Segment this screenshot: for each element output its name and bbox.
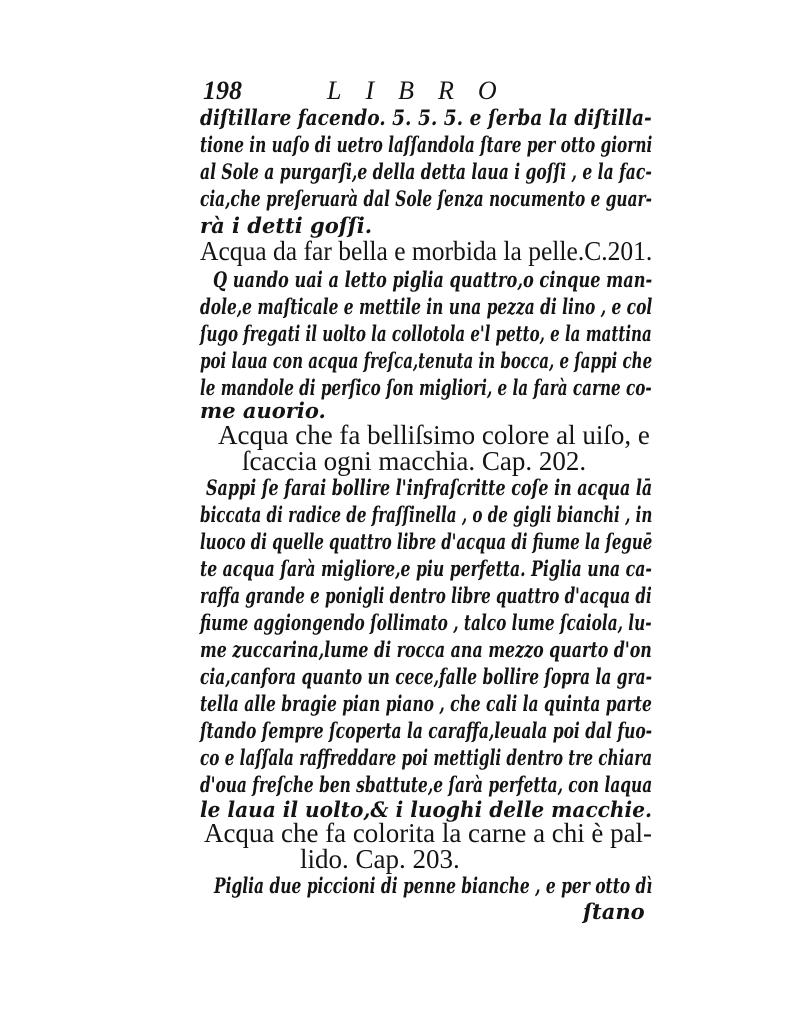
text-line: ſtando ſempre ſcoperta la caraffa,leuala poi dal fuo- <box>200 718 653 743</box>
text-line: cia,che preſeruarà dal Sole ſenza nocumento e guar- <box>200 186 652 211</box>
chapter-title: Acqua che fa colorita la carne a chi è pal- <box>204 818 652 848</box>
text-line: Sappi ſe farai bollire l'infraſcritte coſe in acqua lā <box>206 475 653 500</box>
text-line: me zuccarina,lume di rocca ana mezzo quarto d'on <box>200 637 652 662</box>
text-line: tione in uaſo di uetro laſſandola ſtare per otto giorni <box>200 132 653 157</box>
text-line: dole,e maſticale e mettile in una pezza di lino , e col <box>200 294 653 319</box>
text-line: raffa grande e ponigli dentro libre quattro d'acqua di <box>200 583 652 608</box>
folio-number: 198 <box>203 76 242 105</box>
chapter-title: Acqua da far bella e morbida la pelle.C.201. <box>200 236 653 266</box>
text-line: co e laſſala raffreddare poi mettigli dentro tre chiara <box>200 745 653 770</box>
text-line: d'oua freſche ben sbattute,e ſarà perfetta, con laqua <box>200 772 653 797</box>
catchword: ſtano <box>583 899 645 924</box>
running-head: LIBRO <box>327 76 521 105</box>
chapter-title: lido. Cap. 203. <box>300 844 460 874</box>
text-line: rà i detti goſſi. <box>200 213 373 238</box>
text-line: diſtillare facendo. 5. 5. 5. e ſerba la diſtilla- <box>200 105 652 130</box>
text-line: te acqua ſarà migliore,e piu perfetta. Piglia una ca- <box>200 556 652 581</box>
text-line: me auorio. <box>200 398 326 423</box>
chapter-title: Acqua che fa belliſsimo colore al uiſo, e <box>218 420 650 450</box>
text-line: Q uando uai a letto piglia quattro,o cinque man- <box>213 267 653 292</box>
text-line: ſugo fregati il uolto la collotola e'l petto, e la mattina <box>200 321 652 346</box>
text-line: le mandole di perſico ſon migliori, e la farà carne co- <box>200 375 652 400</box>
text-line: cia,canfora quanto un cece,falle bollire ſopra la gra- <box>200 664 652 689</box>
text-line: biccata di radice de fraſſinella , o de gigli bianchi , in <box>200 502 653 527</box>
text-line: Piglia due piccioni di penne bianche , e per otto dì <box>214 873 653 898</box>
text-line: le laua il uolto,& i luoghi delle macchie. <box>200 797 652 822</box>
text-line: poi laua con acqua freſca,tenuta in bocca, e ſappi che <box>200 348 653 373</box>
text-line: al Sole a purgarſi,e della detta laua i goſſi , e la fac- <box>200 159 652 184</box>
text-line: luoco di quelle quattro libre d'acqua di fiume la ſeguē <box>200 529 653 554</box>
chapter-title: ſcaccia ogni macchia. Cap. 202. <box>242 446 587 476</box>
text-line: fiume aggiongendo ſollimato , talco lume ſcaiola, lu- <box>200 610 652 635</box>
text-line: tella alle bragie pian piano , che cali la quinta parte <box>200 691 652 716</box>
